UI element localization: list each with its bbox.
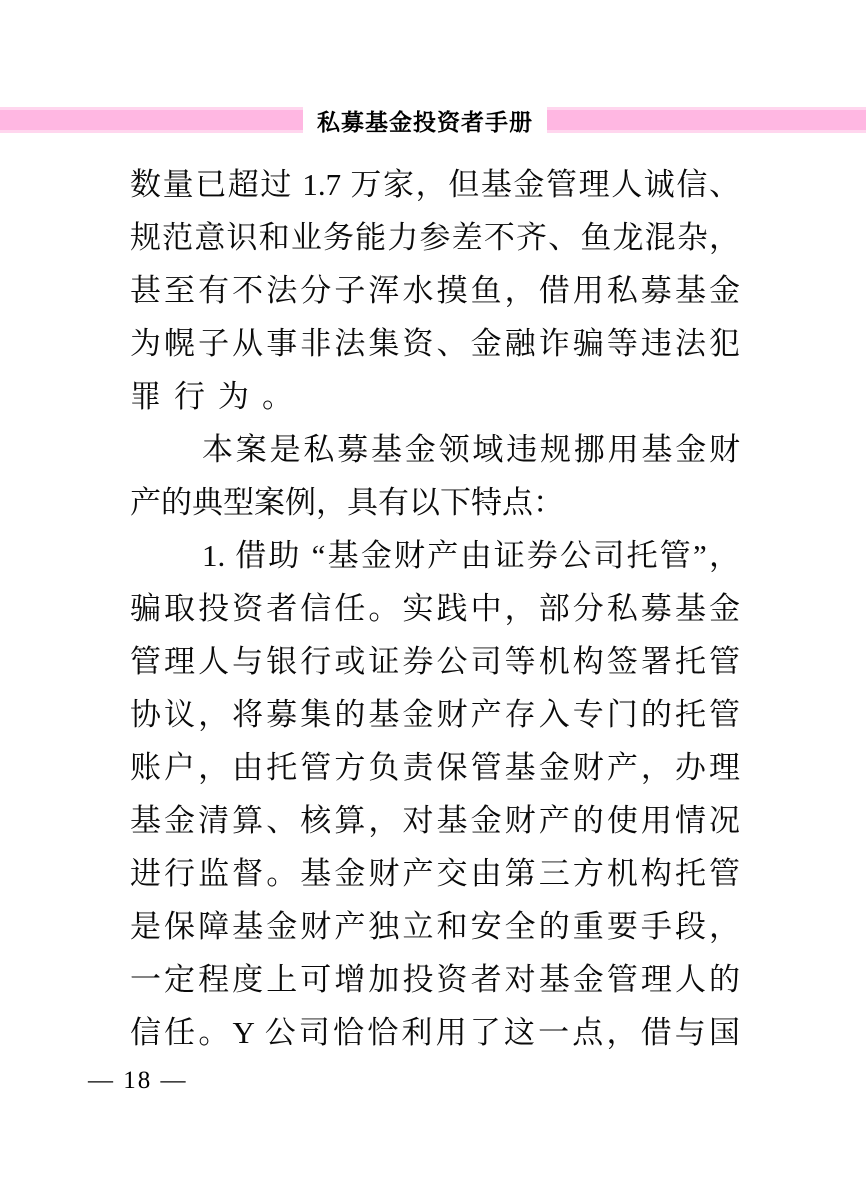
body-text-line: 规范意识和业务能力参差不齐、鱼龙混杂， <box>130 220 740 255</box>
body-text-line: 基金清算、核算，对基金财产的使用情况 <box>130 803 740 838</box>
body-text-line: 是保障基金财产独立和安全的重要手段， <box>130 909 740 944</box>
body-text-line: 本案是私募基金领域违规挪用基金财 <box>202 432 740 467</box>
body-text-line: 进行监督。基金财产交由第三方机构托管 <box>130 856 740 891</box>
body-text-line: 信任。Y 公司恰恰利用了这一点，借与国 <box>130 1015 740 1050</box>
body-text <box>130 158 740 1059</box>
book-title: 私募基金投资者手册 <box>317 108 533 135</box>
body-text-line: 数量已超过 1.7 万家，但基金管理人诚信、 <box>130 167 740 202</box>
body-text-line: 甚至有不法分子浑水摸鱼，借用私募基金 <box>130 273 740 308</box>
body-text-line: 一定程度上可增加投资者对基金管理人的 <box>130 962 740 997</box>
body-text-line: 产的典型案例，具有以下特点： <box>130 485 564 520</box>
body-text-line: 1. 借助 “基金财产由证券公司托管”， <box>202 538 740 573</box>
body-text-line: 账户，由托管方负责保管基金财产，办理 <box>130 750 740 785</box>
body-text-line: 为幌子从事非法集资、金融诈骗等违法犯 <box>130 326 740 361</box>
header-title-box <box>303 98 547 142</box>
page-number: — 18 — <box>88 1067 188 1094</box>
body-text-line: 协议，将募集的基金财产存入专门的托管 <box>130 697 740 732</box>
body-text-line: 管理人与银行或证券公司等机构签署托管 <box>130 644 740 679</box>
body-text-line: 罪行为。 <box>130 379 306 414</box>
body-text-line: 骗取投资者信任。实践中，部分私募基金 <box>130 591 740 626</box>
